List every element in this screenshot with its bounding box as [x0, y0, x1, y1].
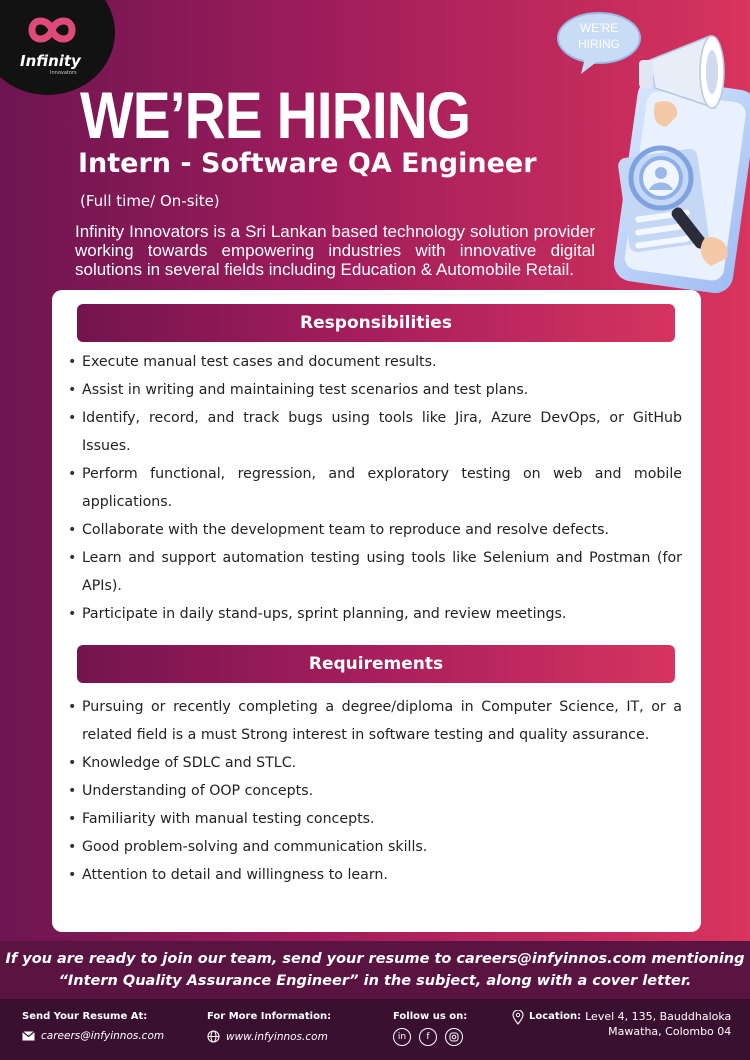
employment-type: (Full time/ On-site) — [80, 192, 220, 210]
list-item: • Pursuing or recently completing a degree/diploma in Computer Science, IT, or a related field is a must Strong interest in software testing and quality assurance. — [68, 693, 682, 749]
brand-tagline: Innovators — [50, 70, 77, 76]
list-item: • Participate in daily stand-ups, sprint planning, and review meetings. — [68, 600, 682, 628]
requirements-list — [68, 693, 682, 889]
list-item: • Execute manual test cases and document results. — [68, 348, 682, 376]
instagram-icon[interactable] — [445, 1028, 463, 1046]
map-pin-icon — [512, 1010, 524, 1025]
footer — [0, 999, 750, 1060]
responsibilities-heading: Responsibilities — [77, 304, 675, 342]
resume-email-link[interactable]: careers@infyinnos.com — [41, 1030, 165, 1042]
list-item: • Assist in writing and maintaining test scenarios and test plans. — [68, 376, 682, 404]
list-item: • Knowledge of SDLC and STLC. — [68, 749, 682, 777]
bubble-line2: HIRING — [578, 37, 620, 51]
location-line2: Mawatha, Colombo 04 — [608, 1025, 732, 1038]
facebook-icon[interactable]: f — [419, 1028, 437, 1046]
follow-label: Follow us on: — [393, 1011, 468, 1022]
job-title: Intern - Software QA Engineer — [78, 148, 537, 179]
resume-label: Send Your Resume At: — [22, 1011, 148, 1022]
list-item: • Perform functional, regression, and exploratory testing on web and mobile applications. — [68, 460, 682, 516]
linkedin-icon[interactable]: in — [393, 1028, 411, 1046]
list-item: • Collaborate with the development team to reproduce and resolve defects. — [68, 516, 682, 544]
location-line1: Level 4, 135, Bauddhaloka — [585, 1010, 732, 1023]
list-item: • Familiarity with manual testing concepts. — [68, 805, 682, 833]
info-label: For More Information: — [207, 1011, 332, 1022]
list-item: • Good problem-solving and communication skills. — [68, 833, 682, 861]
envelope-icon — [22, 1031, 35, 1041]
infinity-logo-icon — [12, 10, 92, 50]
responsibilities-list — [68, 348, 682, 628]
brand-name: Infinity — [20, 52, 81, 70]
bubble-line1: WE'RE — [579, 21, 619, 35]
details-card — [52, 290, 701, 932]
list-item: • Understanding of OOP concepts. — [68, 777, 682, 805]
speech-bubble-icon — [558, 13, 640, 74]
requirements-heading: Requirements — [77, 645, 675, 683]
company-intro: Infinity Innovators is a Sri Lankan based technology solution provider working towards empowering industries with innovative digital solutions in several fields including Education & Automobile Retail. — [75, 222, 595, 279]
cta-line1: If you are ready to join our team, send your resume to careers@infyinnos.com mentioning — [5, 951, 745, 967]
call-to-action — [0, 948, 750, 992]
footer-social — [393, 1011, 471, 1046]
footer-location — [512, 1009, 731, 1039]
location-address — [585, 1009, 731, 1039]
list-item: • Learn and support automation testing using tools like Selenium and Postman (for APIs). — [68, 544, 682, 600]
location-label: Location: — [529, 1011, 582, 1022]
cta-line2: “Intern Quality Assurance Engineer” in the subject, along with a cover letter. — [58, 973, 692, 989]
footer-info — [207, 1011, 331, 1043]
globe-icon — [207, 1030, 220, 1043]
footer-resume — [22, 1011, 164, 1042]
list-item: • Attention to detail and willingness to learn. — [68, 861, 682, 889]
list-item: • Identify, record, and track bugs using tools like Jira, Azure DevOps, or GitHub Issues. — [68, 404, 682, 460]
headline: WE’RE HIRING — [80, 78, 471, 152]
website-link[interactable]: www.infyinnos.com — [226, 1030, 328, 1043]
